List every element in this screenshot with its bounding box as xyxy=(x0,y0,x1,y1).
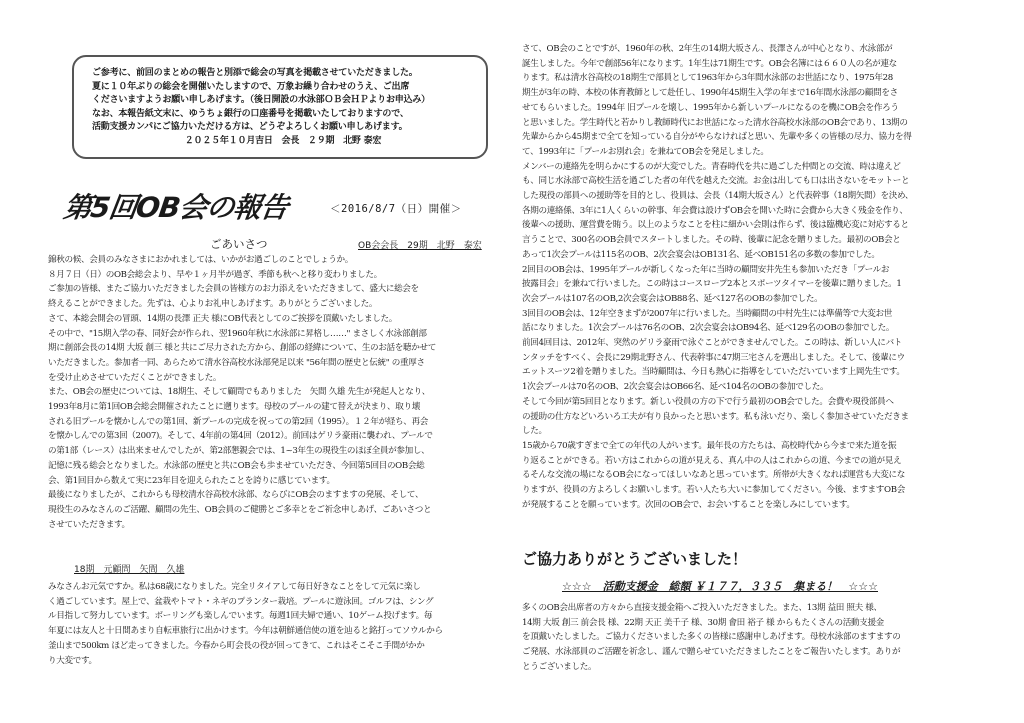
history-line: せてもらいました。1994年 旧プールを壊し、1995年から新しいプールになるのを機にOB会を作ろう xyxy=(522,102,899,113)
yazama-line: り大変です。 xyxy=(48,655,97,666)
greeting-line: その中で、"15期入学の春、同好会が作られ、翌1960年秋に水泳部に昇格し……" まさしく水泳部創部 xyxy=(48,328,427,339)
notice-line: 夏に１０年ぶりの総会を開催いたしますので、万象お繰り合わせのうえ、ご出席 xyxy=(92,81,410,92)
history-line: も、同じ水泳部で高校生活を過ごした者の年代を越えた交流。お金は出しても口は出さないをモットーと xyxy=(522,176,910,187)
history-line: の援助の仕方などいろいろ工夫が有り良かったと思います。私も泳いだり、楽しく参加させていただきま xyxy=(522,411,909,422)
greeting-line: いただきました。参加者一同、あらためて清水谷高校水泳部発足以来 "56年間の歴史と伝統" の重厚さ xyxy=(48,357,425,368)
history-line: した。 xyxy=(522,426,547,437)
history-line: と思いました。学生時代と若かりし教師時代にお世話になった清水谷高校水泳部のOB会であり、13期の xyxy=(522,117,908,128)
history-line: 各期の連絡係、3年に1人くらいの幹事、年会費は設けずOB会を開いた時に会費から大きく残金を作り、 xyxy=(522,205,908,216)
report-title: 第5回OB会の報告 xyxy=(61,191,290,224)
yazama-heading: 18期 元顧問 矢間 久雄 xyxy=(74,565,185,575)
history-line: そして今回が第5回目となります。新しい役員の方の下で行う最初のOB会でした。会費や現役部員へ xyxy=(522,396,894,407)
history-line: メンバーの連絡先を明らかにするのが大変でした。青春時代を共に過ごした仲間との交流、時は違えど xyxy=(522,161,901,172)
thanks-line: とうございました。 xyxy=(522,661,597,672)
history-line: さて、OB会のことですが、1960年の秋、2年生の14期大坂さん、長澤さんが中心となり、水泳部が xyxy=(522,44,893,54)
thanks-heading: ご協力ありがとうございました！ xyxy=(522,550,748,568)
greeting-line: 錦秋の候、会員のみなさまにおかれましては、いかがお過ごしのことでしょうか。 xyxy=(48,255,354,265)
notice-line: 活動支援カンパにご協力いただける方は、どうぞよろしくお願い申しあげます。 xyxy=(92,122,408,133)
notice-line: なお、本報告紙文末に、ゆうちょ銀行の口座番号を掲載いたしておりますので、 xyxy=(92,108,409,119)
greeting-line: ８月７日（日）のOB会総会より、早や１ヶ月半が過ぎ、季節も秋へと移り変わりました。 xyxy=(48,269,382,280)
yazama-line: く過ごしています。屋上で、盆栽やトマト・ネギのプランター栽培。プールに遊泳回。ゴルフは、シング xyxy=(48,596,434,607)
greeting-line: 終えることができました。先ずは、心よりお礼申しあげます。ありがとうございました。 xyxy=(48,299,378,310)
notice-box xyxy=(72,55,488,159)
greeting-line: 現役生のみなさんのご活躍、顧問の先生、OB会員のご健勝とご多幸とをご祈念申しあげ、ごあいさつと xyxy=(48,504,432,515)
yazama-line: 年夏には友人と十日間あまり自転車旅行に出かけます。今年は朝鮮通信使の道を辿ると銘打ってソウルから xyxy=(48,626,443,637)
history-line: 次会プールは107名のOB,2次会宴会はOB88名、延べ127名のOBの参加でした。 xyxy=(522,293,823,304)
greeting-line: 最後になりましたが、これからも母校清水谷高校水泳部、ならびにOB会のますますの発展、そして、 xyxy=(48,490,424,501)
history-line: 15歳から70歳すぎまで全ての年代の人がいます。最年長の方たちは、高校時代から今まで来た道を振 xyxy=(522,440,897,451)
history-line: 誕生しました。今年で創部56年になります。1年生は71期生です。OB会名簿には６６０人の名が連な xyxy=(522,58,897,69)
greeting-body xyxy=(48,253,500,532)
history-line: り返ることができる。若い方はこれからの道が見える、真ん中の人はこれからの道、今までの道が見え xyxy=(522,455,902,466)
greeting-line: さて、本総会開会の冒頭、14期の長澤 正夫 様にOB代表としてのご挨拶を頂戴いたしました。 xyxy=(48,313,397,324)
history-line: るそんな交流の場になるOB会になってほしいなあと思っています。所帯が大きくなれば運営も大変にな xyxy=(522,470,905,481)
history-line: 2回目のOB会は、1995年プールが新しくなった年に当時の顧問安井先生も参加いただき「プールお xyxy=(522,264,890,275)
thanks-line: ご発展、水泳部員のご活躍を祈念し、謹んで贈らせていただきましたことをご報告いたします。ありが xyxy=(522,647,901,658)
greeting-author: OB会会長 29期 北野 泰宏 xyxy=(358,241,482,251)
history-line: 話になりました。1次会プールは76名のOB、2次会宴会はOB94名、延べ129名のOBの参加でした。 xyxy=(522,323,895,334)
greeting-line: 1993年8月に第1回OB会総会開催されたことに遡ります。母校のプールの建て替えが決まり、取り壊 xyxy=(48,402,421,413)
history-line: 1次会プールは70名のOB、2次会宴会はOB66名、延べ104名のOBの参加でした。 xyxy=(522,382,829,393)
greeting-line: 会、第1回目から数えて実に23年目を迎えられたことを誇りに感じています。 xyxy=(48,475,335,486)
history-line: あって1次会プールは115名のOB、2次会宴会はOB131名、延べOB151名の多数の参加でした。 xyxy=(522,249,880,260)
notice-line: ご参考に、前回のまとめの報告と別添で総会の写真を掲載させていただきました。 xyxy=(92,68,418,78)
greeting-line: を懐かしんでの第3回（2007)。そして、4年前の第4回（2012）。前回はゲリラ豪雨に襲われ、プールで xyxy=(48,431,433,442)
thanks-line: 14期 大坂 創三 前会長 様、22期 天正 美千子 様、30期 會田 裕子 様 からもたくさんの活動支援金 xyxy=(522,617,884,628)
greeting-line: される旧プールを懐かしんでの第1回、新プールの完成を祝っての第2回（1995）。１２年が経ち、再会 xyxy=(48,416,429,427)
history-line: 言うことで、300名のOB会員でスタートしました。その時、後輩に記念を贈りました。最初のOB会と xyxy=(522,235,901,246)
history-line: 3回目のOB会は、12年空きまずが2007年に行いました。当時顧問の中村先生には準備等で大変お世 xyxy=(522,308,892,319)
history-line: が発展することを願っています。次回のOB会で、お会いすることを楽しみにしています。 xyxy=(522,499,855,510)
thanks-body xyxy=(522,601,982,675)
yazama-line: ル目指して努力しています。ボーリングも楽しんでいます。毎週1回夫婦で通い、10ゲーム投げます。毎 xyxy=(48,611,433,622)
yazama-line: みなさんお元気ですか。私は68歳になりました。完全リタイアして毎日好きなことをして元気に楽し xyxy=(48,582,421,592)
greeting-line: 記憶に残る総会となりました。水泳部の歴史と共にOB会も歩ませていただき、今回第5回目のOB会総 xyxy=(48,460,425,471)
greeting-line: させていただきます。 xyxy=(48,519,130,530)
history-line: て、1993年に「プールお別れ会」を兼ねてOB会を発足しました。 xyxy=(522,146,769,157)
greeting-heading: ごあいさつ xyxy=(210,237,268,251)
history-line: 期生が3年の時、本校の体育教師として赴任し、1990年45期生入学の年まで16年間水泳部の顧問をさ xyxy=(522,88,898,99)
history-line: 先輩からから45期まで全てを知っている自分がやらなければと思い、先輩や多くの皆様の尽力、協力を得 xyxy=(522,132,912,143)
greeting-line: を受け止めさせていただくことができました。 xyxy=(48,372,222,383)
history-line: りますが、役員の方よろしくお願いします。若い人たち大いに参加してください。今後、ますますOB会 xyxy=(522,485,905,496)
history-line: 後輩への援助、運営費を賄う。以上のようなことを柱に細かい会則は作らず、後は臨機応変に対応すると xyxy=(522,220,909,231)
yazama-body xyxy=(48,580,500,668)
history-line: 前回4回目は、2012年、突然のゲリラ豪雨で泳ぐことができませんでした。この時は、新しい人にバト xyxy=(522,338,902,349)
history-line: 披露目会」を兼ねて行いました。この時はコースロープ2本とスポーツタイマーを後輩に贈りました。1 xyxy=(522,279,902,290)
report-date: ＜2016/8/7（日）開催＞ xyxy=(330,203,462,215)
notice-signature: ２０２５年１０月吉日 会長 ２９期 北野 泰宏 xyxy=(184,135,382,146)
history-line: した現役の部員への援助等を目的とし、役員は、会長（14期大坂さん）と代表幹事（18期矢間）を決め、 xyxy=(522,191,914,202)
history-line: ります。私は清水谷高校の18期生で部員として1963年から3年間水泳部のお世話になり、1975年28 xyxy=(522,73,893,84)
thanks-line: 多くのOB会出席者の方々から直接支援金箱へご投入いただきました。また、13期 益田 照夫 様、 xyxy=(522,603,882,613)
support-total: ☆☆☆ 活動支援金 総額 ￥１７７，３３５ 集まる！ ☆☆☆ xyxy=(562,580,878,593)
history-body xyxy=(522,42,982,513)
greeting-line: また、OB会の歴史については、18期生、そして顧問でもありました 矢間 久雄 先生が発起人となり、 xyxy=(48,387,430,398)
history-line: ンタッチをすべく、会長に29期北野さん、代表幹事に47期三宅さんを選出しました。そして、後輩にウ xyxy=(522,352,905,363)
greeting-line: 期に創部会長の14期 大坂 創三 様と共にご尽力された方から、創部の経緯について、生のお話を聴かせて xyxy=(48,343,437,354)
notice-line: くださいますようお願い申しあげます。（後日開設の水泳部ＯＢ会ＨＰよりお申込み） xyxy=(92,95,430,106)
thanks-line: を頂戴いたしました。ご協力くださいました多くの皆様に感謝申しあげます。母校水泳部のますますの xyxy=(522,632,901,643)
yazama-line: 釜山まで500km ほど走ってきました。今春から町会長の役が回ってきて、これはそこそこ手間がかか xyxy=(48,640,425,651)
greeting-line: の第1部（レース）は出来ませんでしたが、第2部懇親会では、1~3年生の現役生のほぼ全員が参加し、 xyxy=(48,446,430,457)
history-line: エットスーツ2着を贈りました。当時顧問は、今日も熱心に指導をしていただいています上岡先生です。 xyxy=(522,367,905,378)
greeting-line: ご参加の皆様、またご協力いただきました会員の皆様方のお力添えをいただきまして、盛大に総会を xyxy=(48,284,419,295)
